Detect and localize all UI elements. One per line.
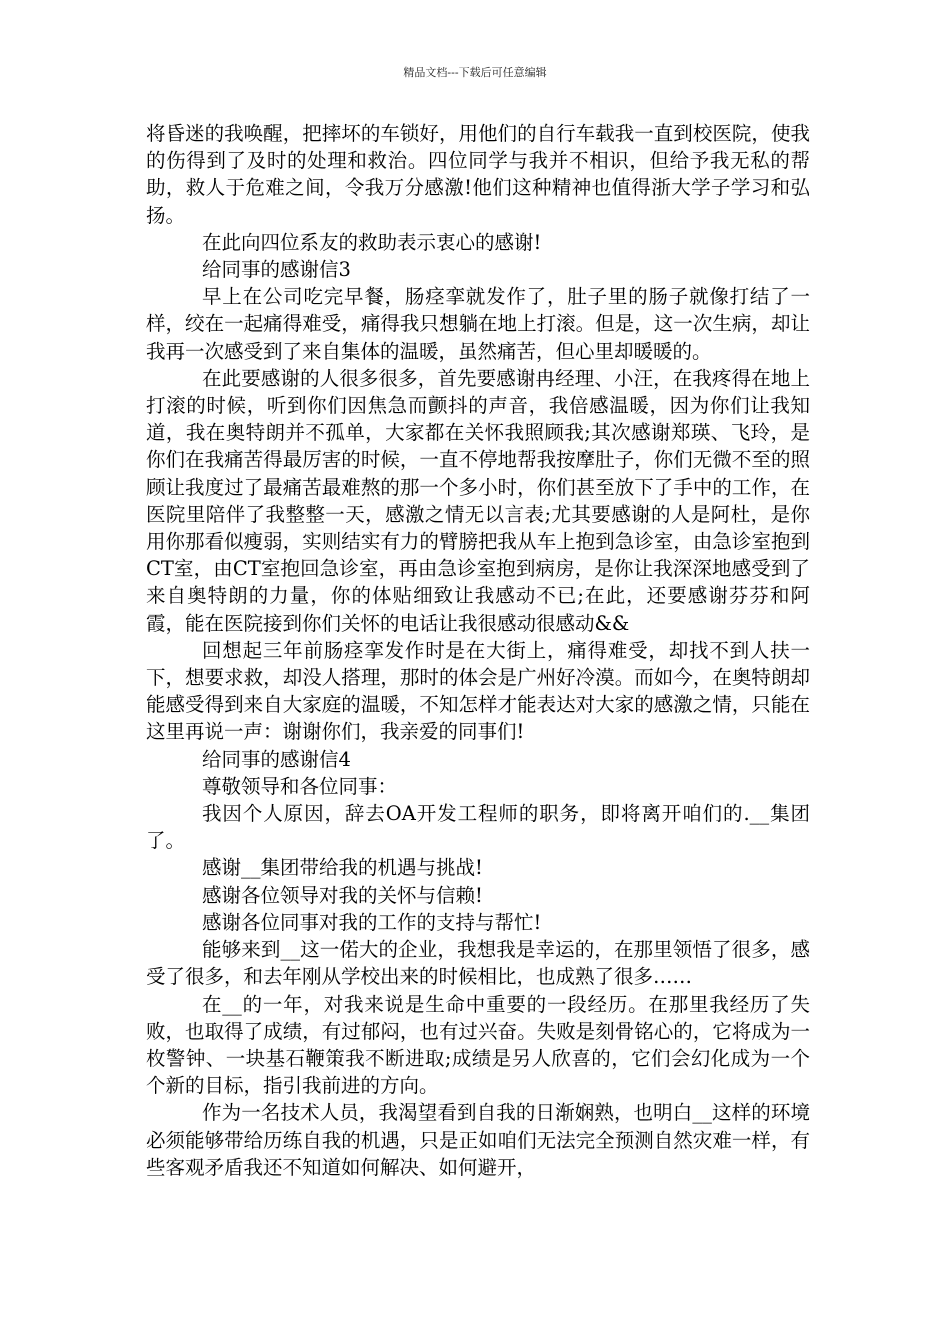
document-body	[146, 120, 810, 1181]
salutation: 尊敬领导和各位同事：	[202, 774, 398, 798]
paragraph: 作为一名技术人员，我渴望看到自我的日渐娴熟，也明白__这样的环境必须能够带给历练自我的机遇，只是正如咱们无法完全预测自然灾难一样，有些客观矛盾我还不知道如何解决、如何避开，	[146, 1101, 810, 1179]
paragraph: 在__的一年，对我来说是生命中重要的一段经历。在那里我经历了失败，也取得了成绩，有过郁闷，也有过兴奋。失败是刻骨铭心的，它将成为一枚警钟、一块基石鞭策我不断进取;成绩是另人欣喜的，它们会幻化成为一个个新的目标，指引我前进的方向。	[146, 992, 810, 1098]
section-heading: 给同事的感谢信3	[202, 258, 351, 282]
page-header: 精品文档---下载后可任意编辑	[403, 66, 547, 79]
paragraph: 能够来到__这一偌大的企业，我想我是幸运的，在那里领悟了很多，感受了很多，和去年刚从学校出来的时候相比，也成熟了很多……	[146, 938, 810, 989]
paragraph: 在此向四位系友的救助表示衷心的感谢!	[202, 230, 542, 254]
paragraph: 感谢__集团带给我的机遇与挑战!	[202, 856, 483, 880]
paragraph: 早上在公司吃完早餐，肠痉挛就发作了，肚子里的肠子就像打结了一样，绞在一起痛得难受，痛得我只想躺在地上打滚。但是，这一次生病，却让我再一次感受到了来自集体的温暖，虽然痛苦，但心里却暖暖的。	[146, 285, 810, 363]
paragraph: 将昏迷的我唤醒，把摔坏的车锁好，用他们的自行车载我一直到校医院，使我的伤得到了及时的处理和救治。四位同学与我并不相识，但给予我无私的帮助，救人于危难之间，令我万分感激!他们这种精神也值得浙大学子学习和弘扬。	[146, 122, 810, 227]
paragraph: 回想起三年前肠痉挛发作时是在大街上，痛得难受，却找不到人扶一下，想要求救，却没人搭理，那时的体会是广州好冷漠。而如今，在奥特朗却能感受得到来自大家庭的温暖，不知怎样才能表达对大家的感激之情，只能在这里再说一声：谢谢你们，我亲爱的同事们!	[146, 638, 810, 744]
section-heading: 给同事的感谢信4	[202, 747, 351, 771]
paragraph: 我因个人原因，辞去OA开发工程师的职务，即将离开咱们的.__集团了。	[146, 802, 810, 853]
paragraph: 感谢各位同事对我的工作的支持与帮忙!	[202, 910, 542, 934]
paragraph: 感谢各位领导对我的关怀与信赖!	[202, 883, 483, 907]
paragraph: 在此要感谢的人很多很多，首先要感谢冉经理、小汪，在我疼得在地上打滚的时候，听到你们因焦急而颤抖的声音，我倍感温暖，因为你们让我知道，我在奥特朗并不孤单，大家都在关怀我照顾我;其次感谢郑瑛、飞玲，是你们在我痛苦得最厉害的时候，一直不停地帮我按摩肚子，你们无微不至的照顾让我度过了最痛苦最难熬的那一个多小时，你们甚至放下了手中的工作，在医院里陪伴了我整整一天，感激之情无以言表;尤其要感谢的人是阿杜，是你用你那看似瘦弱，实则结实有力的臂膀把我从车上抱到急诊室，由急诊室抱到CT室，由CT室抱回急诊室，再由急诊室抱到病房，是你让我深深地感受到了来自奥特朗的力量，你的体贴细致让我感动不已;在此，还要感谢芬芬和阿霞，能在医院接到你们关怀的电话让我很感动很感动&&	[146, 366, 810, 635]
